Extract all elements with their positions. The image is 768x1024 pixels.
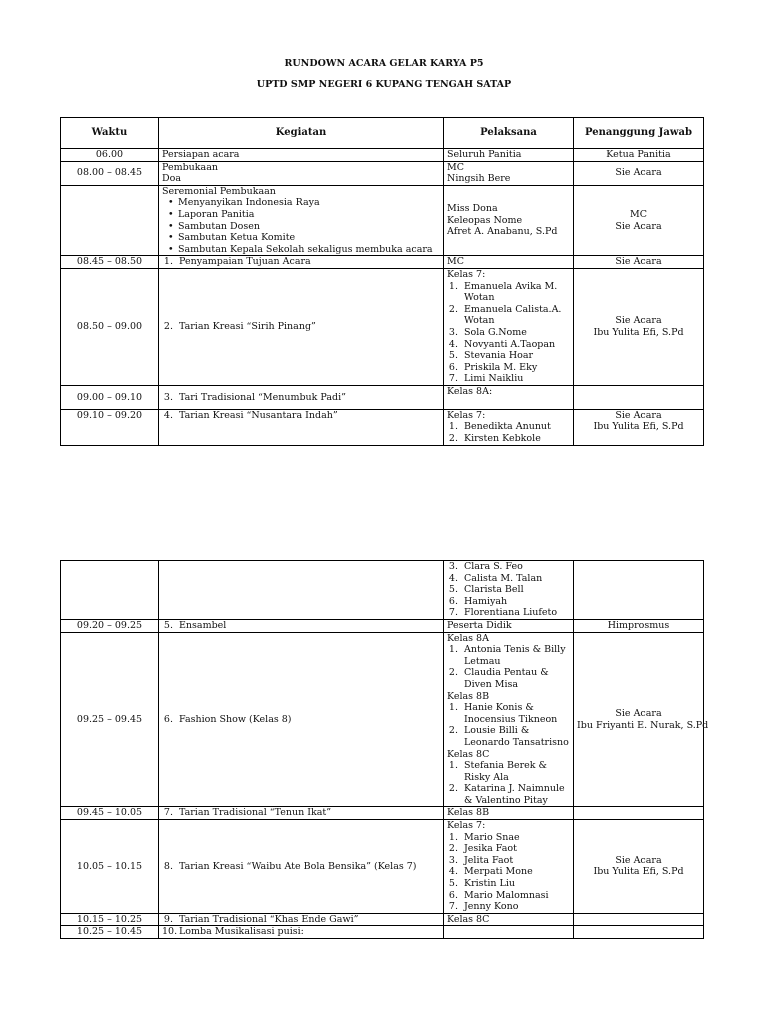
person-name: Clarista Bell	[464, 584, 524, 596]
pj-cell	[574, 632, 709, 807]
item-number: 7.	[448, 901, 458, 913]
header-waktu: Waktu	[61, 118, 159, 149]
pelaksana-cell: Kelas 8C	[444, 913, 574, 926]
table-row	[61, 820, 704, 914]
person-name: Florentiana Liufeto	[464, 607, 558, 619]
waktu-cell: 09.10 – 09.20	[61, 409, 159, 445]
list-item	[447, 584, 570, 596]
item-number: 4.	[163, 409, 173, 421]
list-item	[447, 866, 570, 878]
item-number: 6.	[448, 361, 458, 373]
list-item	[447, 783, 570, 806]
person-name: Merpati Mone	[464, 866, 533, 878]
person-name: Hanie Konis & Inocensius Tikneon	[464, 702, 558, 725]
pelaksana-cell: Kelas 8B	[444, 807, 574, 820]
kegiatan-cell	[159, 820, 444, 914]
list-item	[447, 433, 570, 445]
list-item	[447, 304, 570, 327]
kegiatan-cell	[159, 913, 444, 926]
person-name: Jesika Faot	[464, 843, 517, 855]
bullet-item: • Menyanyikan Indonesia Raya	[162, 197, 440, 209]
item-number: 5.	[448, 584, 458, 596]
list-item	[447, 890, 570, 902]
pelaksana-line: Miss Dona	[447, 203, 498, 215]
item-number: 7.	[163, 807, 173, 819]
list-item	[447, 350, 570, 362]
item-number: 4.	[448, 572, 458, 584]
item-number: 2.	[448, 303, 458, 315]
bullet-item: • Laporan Panitia	[162, 209, 440, 221]
kegiatan-cell	[159, 807, 444, 820]
person-name: Stevania Hoar	[464, 350, 534, 362]
pelaksana-cell	[444, 268, 574, 385]
person-name: Kristin Liu	[464, 878, 516, 890]
item-number: 5.	[448, 878, 458, 890]
pj-line: Sie Acara	[615, 707, 662, 719]
pelaksana-cell	[444, 185, 574, 256]
person-name: Lousie Billi & Leonardo Tansatrisno	[464, 725, 569, 748]
pj-cell: Sie Acara	[574, 161, 704, 185]
list-item	[447, 843, 570, 855]
group-heading: Kelas 8B	[447, 690, 490, 702]
kegiatan-cell	[159, 632, 444, 807]
person-name: Hamiyah	[464, 595, 508, 607]
table-row	[61, 619, 704, 632]
waktu-cell: 09.25 – 09.45	[61, 632, 159, 807]
kegiatan-cell	[159, 385, 444, 409]
item-number: 4.	[448, 866, 458, 878]
kegiatan-cell: Persiapan acara	[159, 149, 444, 162]
table-row	[61, 632, 704, 807]
person-name: Kirsten Kebkole	[464, 433, 541, 445]
person-name: Stefania Berek & Risky Ala	[464, 760, 547, 783]
table-row	[61, 185, 704, 256]
item-number: 3.	[448, 854, 458, 866]
table-header-row	[61, 118, 704, 149]
item-number: 1.	[448, 421, 458, 433]
list-item	[447, 561, 570, 573]
pj-cell	[574, 409, 704, 445]
item-number: 1.	[448, 831, 458, 843]
person-name: Novyanti A.Taopan	[464, 338, 556, 350]
pj-line: MC	[630, 208, 647, 220]
waktu-cell: 06.00	[61, 149, 159, 162]
list-item	[447, 644, 570, 667]
kegiatan-text: Tarian Kreasi “Nusantara Indah”	[179, 409, 338, 421]
pj-line: Sie Acara	[615, 854, 662, 866]
person-name: Jenny Kono	[464, 901, 519, 913]
list-item	[447, 760, 570, 783]
table-row	[61, 926, 704, 939]
item-number: 6.	[448, 889, 458, 901]
kegiatan-text: Ensambel	[179, 619, 227, 631]
item-number: 9.	[163, 913, 173, 925]
kegiatan-cell	[159, 926, 444, 939]
group-heading: Kelas 8A	[447, 632, 489, 644]
list-item	[447, 667, 570, 690]
group-heading: Kelas 8C	[447, 748, 490, 760]
waktu-cell: 10.25 – 10.45	[61, 926, 159, 939]
kegiatan-cell	[159, 409, 444, 445]
pj-cell: Himprosmus	[574, 619, 704, 632]
waktu-cell: 08.45 – 08.50	[61, 256, 159, 269]
pelaksana-cell	[444, 561, 574, 620]
item-number: 2.	[448, 783, 458, 795]
pj-cell	[574, 385, 704, 409]
item-number: 3.	[163, 391, 173, 403]
person-name: Jelita Faot	[464, 854, 514, 866]
kegiatan-text: Fashion Show (Kelas 8)	[179, 713, 292, 725]
pj-line: Ibu Yulita Efi, S.Pd	[593, 421, 684, 433]
kegiatan-cell	[159, 561, 444, 620]
kegiatan-line: Doa	[162, 173, 181, 185]
kegiatan-heading: Seremonial Pembukaan	[162, 185, 276, 197]
pj-line: Ibu Yulita Efi, S.Pd	[593, 326, 684, 338]
header-pelaksana: Pelaksana	[444, 118, 574, 149]
waktu-cell: 08.50 – 09.00	[61, 268, 159, 385]
table-row	[61, 561, 704, 620]
item-number: 7.	[448, 607, 458, 619]
waktu-cell	[61, 561, 159, 620]
person-name: Katarina J. Naimnule & Valentino Pitay	[464, 783, 565, 806]
item-number: 5.	[163, 619, 173, 631]
bullet-item: • Sambutan Dosen	[162, 221, 440, 233]
kegiatan-text: Tarian Kreasi “Sirih Pinang”	[179, 321, 316, 333]
list-item	[447, 725, 570, 748]
waktu-cell: 08.00 – 08.45	[61, 161, 159, 185]
item-number: 3.	[448, 561, 458, 572]
item-number: 2.	[448, 667, 458, 679]
list-item	[447, 421, 570, 433]
person-name: Benedikta Anunut	[464, 421, 551, 433]
item-number: 7.	[448, 373, 458, 385]
item-number: 1.	[448, 280, 458, 292]
kegiatan-cell	[159, 256, 444, 269]
kegiatan-text: Penyampaian Tujuan Acara	[179, 256, 311, 268]
table-row	[61, 268, 704, 385]
item-number: 1.	[448, 760, 458, 772]
table-row	[61, 256, 704, 269]
pelaksana-cell: Seluruh Panitia	[444, 149, 574, 162]
person-name: Mario Snae	[464, 831, 520, 843]
kegiatan-text: Tarian Kreasi “Waibu Ate Bola Bensika” (Kelas 7)	[179, 860, 417, 872]
kegiatan-cell	[159, 161, 444, 185]
item-number: 1.	[448, 702, 458, 714]
list-item	[447, 878, 570, 890]
person-name: Antonia Tenis & Billy Letmau	[464, 644, 566, 667]
list-item	[447, 573, 570, 585]
pj-cell	[574, 268, 704, 385]
pj-line: Sie Acara	[615, 315, 662, 327]
kegiatan-text: Tarian Tradisional “Khas Ende Gawi”	[179, 913, 359, 925]
item-number: 1.	[448, 644, 458, 656]
person-name: Calista M. Talan	[464, 572, 543, 584]
item-number: 1.	[163, 256, 173, 268]
kegiatan-line: Pembukaan	[162, 161, 218, 173]
header-penanggung-jawab: Penanggung Jawab	[574, 118, 704, 149]
bullet-item: • Sambutan Ketua Komite	[162, 232, 440, 244]
pelaksana-cell	[444, 409, 574, 445]
list-item	[447, 373, 570, 385]
item-number: 5.	[448, 350, 458, 362]
waktu-cell: 10.05 – 10.15	[61, 820, 159, 914]
table-row	[61, 161, 704, 185]
person-name: Priskila M. Eky	[464, 361, 538, 373]
header-kegiatan: Kegiatan	[159, 118, 444, 149]
list-item	[447, 832, 570, 844]
item-number: 2.	[448, 725, 458, 737]
pelaksana-cell	[444, 161, 574, 185]
pj-cell	[574, 913, 704, 926]
pelaksana-line: Afret A. Anabanu, S.Pd	[447, 226, 558, 238]
item-number: 2.	[448, 433, 458, 445]
list-item	[447, 855, 570, 867]
item-number: 10.	[162, 926, 178, 938]
person-name: Sola G.Nome	[464, 326, 527, 338]
pelaksana-heading: Kelas 7:	[447, 820, 486, 832]
pj-line: Ibu Yulita Efi, S.Pd	[593, 866, 684, 878]
rundown-table-page-1	[60, 117, 704, 446]
pelaksana-cell	[444, 632, 574, 807]
table-row	[61, 913, 704, 926]
item-number: 6.	[163, 713, 173, 725]
person-name: Limi Naikliu	[464, 373, 524, 385]
pelaksana-line: MC	[447, 161, 464, 173]
pelaksana-line: Keleopas Nome	[447, 214, 523, 226]
kegiatan-text: Lomba Musikalisasi puisi:	[179, 926, 304, 938]
person-name: Emanuela Avika M. Wotan	[464, 280, 558, 304]
waktu-cell: 10.15 – 10.25	[61, 913, 159, 926]
list-item	[447, 901, 570, 913]
pelaksana-cell	[444, 820, 574, 914]
table-row	[61, 385, 704, 409]
pj-cell	[574, 561, 704, 620]
pelaksana-heading: Kelas 7:	[447, 268, 486, 280]
item-number: 2.	[448, 843, 458, 855]
table-row	[61, 149, 704, 162]
pj-cell	[574, 926, 704, 939]
item-number: 2.	[163, 321, 173, 333]
pelaksana-line: Ningsih Bere	[447, 173, 511, 185]
person-name: Emanuela Calista.A. Wotan	[464, 303, 562, 327]
bullet-item: • Sambutan Kepala Sekolah sekaligus membuka acara	[162, 244, 440, 256]
list-item	[447, 281, 570, 304]
pj-cell	[574, 807, 704, 820]
pelaksana-cell: MC	[444, 256, 574, 269]
person-name: Clara S. Feo	[464, 561, 523, 572]
kegiatan-cell	[159, 619, 444, 632]
kegiatan-cell	[159, 185, 444, 256]
item-number: 8.	[163, 860, 173, 872]
pj-line: Sie Acara	[615, 409, 662, 421]
kegiatan-text: Tari Tradisional “Menumbuk Padi”	[179, 391, 347, 403]
pj-line: Ibu Friyanti E. Nurak, S.Pd	[577, 719, 709, 731]
item-number: 3.	[448, 326, 458, 338]
waktu-cell: 09.00 – 09.10	[61, 385, 159, 409]
document-subtitle: UPTD SMP NEGERI 6 KUPANG TENGAH SATAP	[256, 79, 512, 90]
rundown-table-page-2	[60, 560, 709, 939]
waktu-cell	[61, 185, 159, 256]
table-row	[61, 807, 704, 820]
pj-cell	[574, 820, 704, 914]
item-number: 6.	[448, 595, 458, 607]
list-item	[447, 607, 570, 619]
waktu-cell: 09.45 – 10.05	[61, 807, 159, 820]
table-row	[61, 409, 704, 445]
pelaksana-heading: Kelas 7:	[447, 409, 486, 421]
pj-cell	[574, 185, 704, 256]
list-item	[447, 327, 570, 339]
list-item	[447, 362, 570, 374]
list-item	[447, 339, 570, 351]
list-item	[447, 596, 570, 608]
person-name: Claudia Pentau & Diven Misa	[464, 667, 549, 690]
person-name: Mario Malomnasi	[464, 889, 549, 901]
item-number: 4.	[448, 338, 458, 350]
kegiatan-cell	[159, 268, 444, 385]
pj-line: Sie Acara	[615, 220, 662, 232]
pelaksana-cell: Peserta Didik	[444, 619, 574, 632]
kegiatan-text: Tarian Tradisional “Tenun Ikat”	[179, 807, 332, 819]
document-title: RUNDOWN ACARA GELAR KARYA P5	[284, 58, 484, 69]
pj-cell: Sie Acara	[574, 256, 704, 269]
pelaksana-cell: Kelas 8A:	[444, 385, 574, 409]
list-item	[447, 702, 570, 725]
pelaksana-cell	[444, 926, 574, 939]
waktu-cell: 09.20 – 09.25	[61, 619, 159, 632]
pj-cell: Ketua Panitia	[574, 149, 704, 162]
